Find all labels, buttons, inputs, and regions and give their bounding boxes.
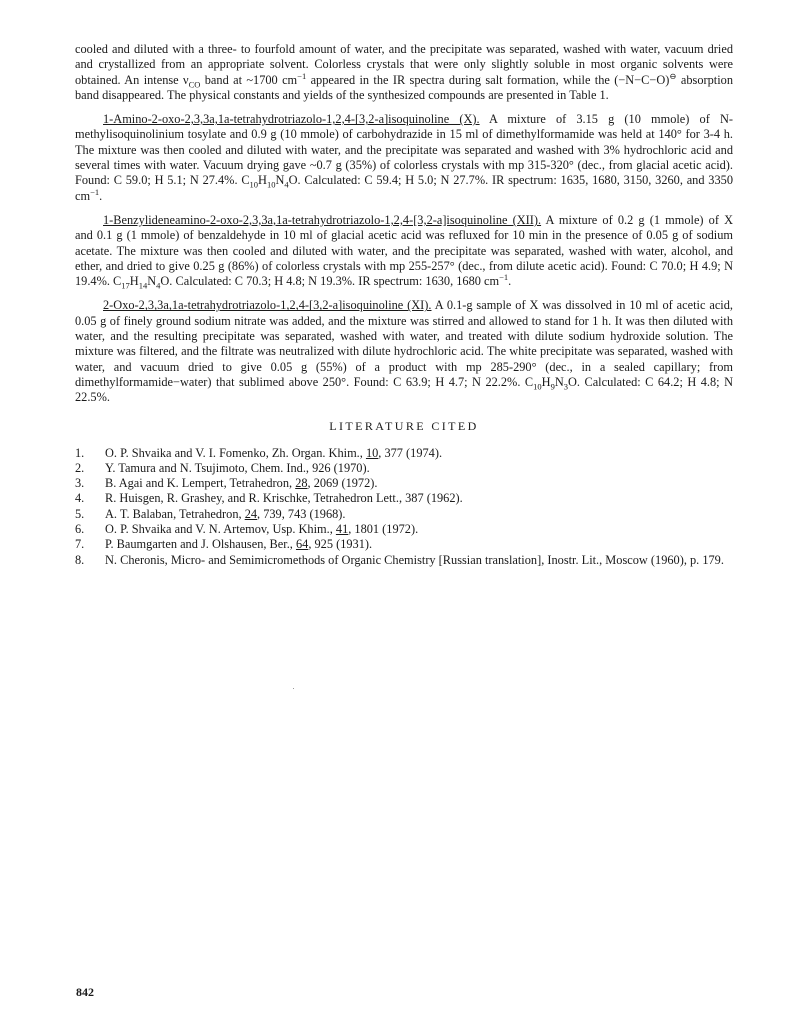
subscript: CO: [188, 79, 201, 90]
paragraph-compound-x: [75, 112, 733, 204]
compound-heading: 1-Benzylideneamino-2-oxo-2,3,3a,1a-tetrahydrotriazolo-1,2,4-[3,2-a]isoquinoline (XII).: [103, 212, 542, 227]
text-run: , 1801 (1972).: [348, 522, 419, 537]
volume: 41: [335, 522, 349, 537]
compound-heading: 1-Amino-2-oxo-2,3,3a,1a-tetrahydrotriazolo-1,2,4-[3,2-a]isoquinoline (X).: [103, 112, 480, 127]
reference-item: [75, 446, 733, 461]
text-run: A mixture of 0.2 g (1 mmole) of X and 0.1 g (1 mmole) of benzaldehyde in 10 ml of glacial acetic acid was refluxed for 10 min in the presence of 0.05 g of sodium acetate. The mixture was then cooled and diluted with water, and the precipitate was separated, washed with water, alcohol, and ether, and dried to give 0.25 g (86%) of colorless crystals with mp 255-257° (dec., from dilute acetic acid). Found: C 70.0; H 4.9; N 19.4%. C: [75, 212, 734, 289]
subscript: 10: [249, 179, 259, 190]
text-run: absorption band disappeared. The physical constants and yields of the synthesized compounds are presented in Table 1.: [75, 72, 733, 102]
reference-item: [75, 491, 733, 506]
reference-item: [75, 537, 733, 552]
subscript: 10: [533, 381, 542, 392]
volume: 64: [295, 537, 309, 552]
reference-text: [105, 446, 733, 461]
compound-heading: 2-Oxo-2,3,3a,1a-tetrahydrotriazolo-1,2,4-[3,2-a]isoquinoline (XI).: [103, 298, 432, 313]
text-run: O. Calculated: C 59.4; H 5.0; N 27.7%. IR spectrum: 1635, 1680, 3150, 3260, and 3350 cm: [75, 173, 733, 203]
reference-text: [105, 461, 733, 476]
text-run: O. P. Shvaika and V. I. Fomenko, Zh. Organ. Khim.,: [105, 445, 366, 460]
subscript: 10: [266, 179, 276, 190]
text-run: appeared in the IR spectra during salt formation, while the (−N−C−O): [306, 72, 670, 87]
volume: 28: [295, 476, 308, 491]
text-run: A 0.1-g sample of X was dissolved in 10 ml of acetic acid, 0.05 g of finely ground sodium nitrate was added, and the mixture was stirred and allowed to stand for 1 h. It was then diluted with water, and the resulting precipitate was separated, washed with water, and treated with dilute sodium hydroxide solution. The mixture was filtered, and the filtrate was neutralized with dilute hydrochloric acid. The white precipitate was separated, washed with water, and vacuum dried to give 0.05 g (55%) of a product with mp 285-290° (dec., in a sealed capillary; from dimethylformamide−water) that sublimed above 250°. Found: C 63.9; H 4.7; N 22.2%. C: [75, 298, 733, 389]
superscript: −1: [499, 272, 509, 283]
text-run: , 2069 (1972).: [307, 476, 378, 491]
subscript: 3: [563, 381, 568, 392]
literature-cited-heading: LITERATURE CITED: [329, 418, 479, 433]
reference-item: [75, 461, 733, 476]
text-run: H: [541, 374, 551, 389]
page-body: [75, 42, 733, 568]
reference-text: [105, 522, 733, 537]
reference-text: [105, 507, 733, 522]
page-number: 842: [76, 985, 94, 999]
paragraph-intro: [75, 42, 733, 103]
reference-text: [105, 491, 733, 506]
text-run: A. T. Balaban, Tetrahedron,: [105, 506, 245, 521]
subscript: 9: [550, 381, 555, 392]
subscript: 14: [138, 280, 148, 291]
text-run: .: [508, 274, 512, 289]
text-run: R. Huisgen, R. Grashey, and R. Krischke, Tetrahedron Lett., 387 (1962).: [105, 491, 463, 506]
text-run: O. Calculated: C 64.2; H 4.8; N 22.5%.: [75, 374, 733, 405]
text-run: A mixture of 3.15 g (10 mmole) of N-methylisoquinolinium tosylate and 0.9 g (10 mmole) of carbohydrazide in 15 ml of dimethylformamide was held at 140° for 3-4 h. The mixture was then cooled and diluted with water, and the precipitate was separated and washed with 3% hydrochloric acid and several times with water. Vacuum drying gave ~0.7 g (35%) of colorless crystals with mp 315-320° (dec., from glacial acetic acid). Found: C 59.0; H 5.1; N 27.4%. C: [75, 112, 733, 188]
reference-number: 1.: [75, 445, 85, 460]
text-run: H: [129, 274, 139, 289]
reference-number: 2.: [75, 460, 85, 475]
text-run: band at ~1700 cm: [200, 72, 298, 87]
reference-text: [105, 537, 733, 552]
text-run: , 925 (1931).: [308, 537, 373, 552]
subscript: 4: [284, 179, 289, 190]
reference-number: 3.: [75, 476, 85, 491]
reference-item: [75, 522, 733, 537]
reference-item: [75, 507, 733, 522]
text-run: O. Calculated: C 70.3; H 4.8; N 19.3%. IR spectrum: 1630, 1680 cm: [160, 274, 500, 289]
superscript: −1: [297, 70, 307, 81]
subscript: 4: [156, 280, 161, 291]
text-run: P. Baumgarten and J. Olshausen, Ber.,: [105, 537, 296, 552]
reference-number: 4.: [75, 491, 85, 506]
text-run: Y. Tamura and N. Tsujimoto, Chem. Ind., 926 (1970).: [105, 460, 370, 475]
text-run: cooled and diluted with a three- to fourfold amount of water, and the precipitate was separated, washed with water, vacuum dried and crystallized from an appropriate solvent. Colorless crystals that were only slightly soluble in most organic solvents were obtained. An intense ν: [75, 42, 733, 87]
text-run: .: [99, 188, 103, 203]
text-run: N. Cheronis, Micro- and Semimicromethods of Organic Chemistry [Russian translation], Inostr. Lit., Moscow (1960), p. 179.: [105, 552, 724, 567]
reference-text: [105, 553, 733, 568]
paragraph-compound-xii: [75, 213, 733, 289]
text-run: O. P. Shvaika and V. N. Artemov, Usp. Khim.,: [105, 522, 336, 537]
text-run: , 377 (1974).: [378, 445, 443, 460]
volume: 24: [244, 506, 258, 521]
subscript: 17: [121, 280, 130, 291]
text-run: N: [147, 274, 157, 289]
scan-speck: [293, 688, 294, 689]
reference-number: 6.: [75, 522, 85, 537]
text-run: , 739, 743 (1968).: [257, 506, 346, 521]
reference-item: [75, 553, 733, 568]
superscript: ⊖: [669, 70, 677, 81]
paragraph-compound-xi: [75, 298, 733, 405]
text-run: N: [554, 374, 564, 389]
text-run: B. Agai and K. Lempert, Tetrahedron,: [105, 476, 296, 491]
reference-text: [105, 476, 733, 491]
reference-number: 7.: [75, 537, 85, 552]
reference-item: [75, 476, 733, 491]
reference-number: 5.: [75, 506, 85, 521]
superscript: −1: [90, 186, 100, 197]
text-run: H: [258, 173, 267, 188]
text-run: N: [275, 173, 285, 188]
reference-list: [75, 446, 733, 568]
volume: 10: [365, 445, 379, 460]
reference-number: 8.: [75, 552, 85, 567]
